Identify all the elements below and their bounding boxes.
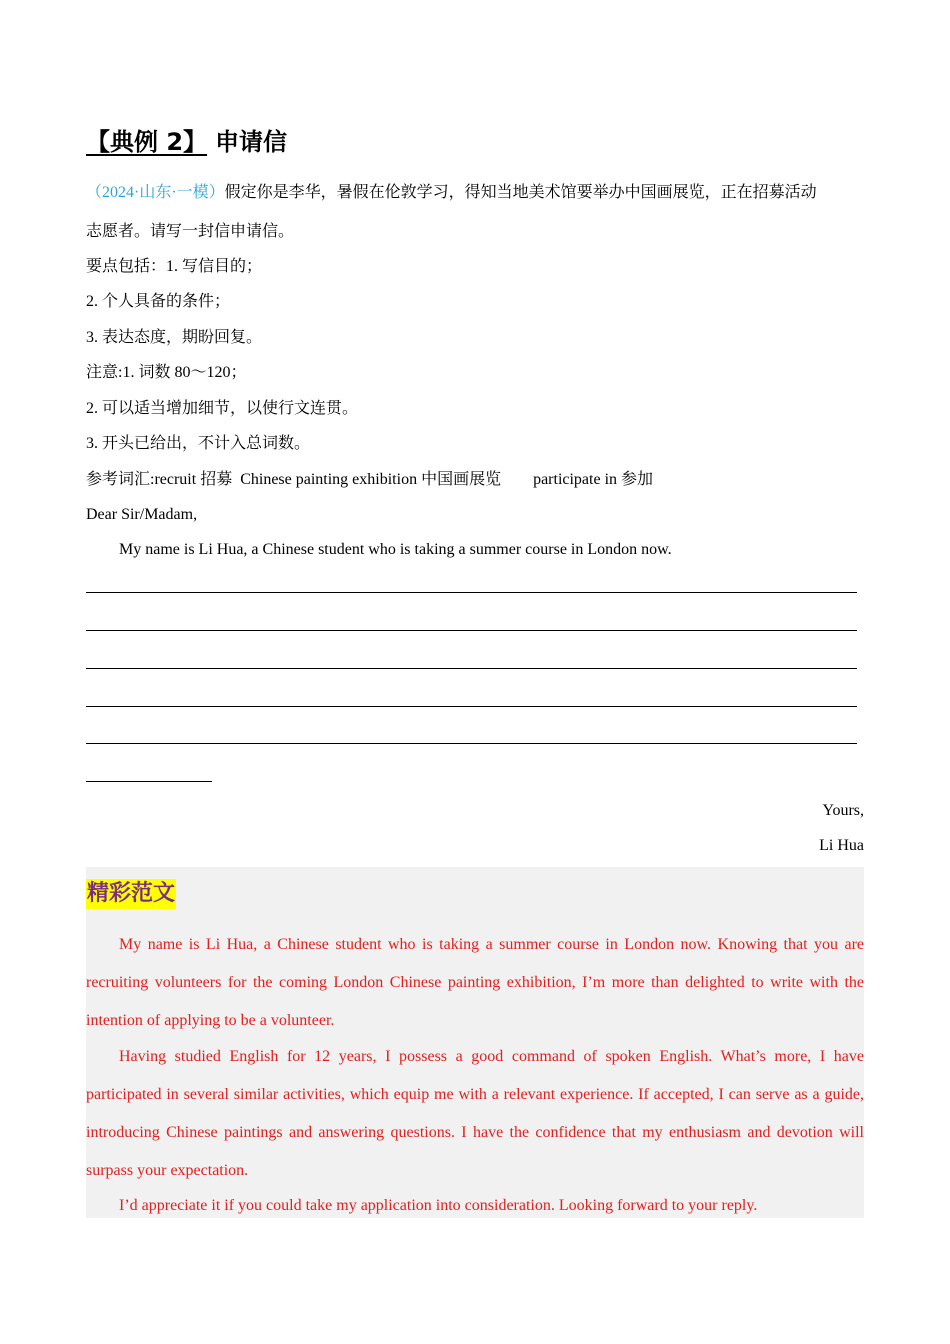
point-1: 要点包括：1. 写信目的；	[86, 258, 263, 275]
answer-line[interactable]	[86, 743, 857, 744]
note-3: 3. 开头已给出，不计入总词数。	[86, 435, 311, 452]
example-title: 申请信	[215, 128, 288, 156]
answer-line[interactable]	[86, 668, 857, 669]
sample-paragraph-2: Having studied English for 12 years, I possess a good command of spoken English. What’s more, I have participated in several similar activities, which equip me with a relevant experience. If accepted, I can serve as a guide, introducing Chinese paintings and answering questions. I have the confidence that my enthusiasm and devotion will surpass your expectation.	[86, 1048, 864, 1179]
example-tag: 【典例 2】	[86, 128, 208, 156]
letter-greeting: Dear Sir/Madam,	[86, 506, 198, 523]
note-1: 注意:1. 词数 80～120；	[86, 364, 247, 381]
letter-opening: My name is Li Hua, a Chinese student who is taking a summer course in London now.	[119, 541, 672, 558]
task-line-2: 志愿者。请写一封信申请信。	[86, 223, 295, 240]
letter-signature: Li Hua	[819, 837, 864, 854]
sample-title: 精彩范文	[86, 879, 176, 909]
letter-closing: Yours,	[822, 802, 864, 819]
sample-paragraph-1: My name is Li Hua, a Chinese student who is taking a summer course in London now. Knowing that you are recruiting volunteers for the coming London Chinese painting exhibition, I’m more than delighted to write with the intention of applying to be a volunteer.	[86, 936, 864, 1029]
note-2: 2. 可以适当增加细节，以使行文连贯。	[86, 400, 359, 417]
task-text-1: 假定你是李华，暑假在伦敦学习，得知当地美术馆要举办中国画展览，正在招募活动	[224, 184, 817, 201]
point-3: 3. 表达态度，期盼回复。	[86, 329, 263, 346]
task-source: （2024·山东·一模）	[86, 184, 225, 201]
answer-line[interactable]	[86, 592, 857, 593]
answer-line[interactable]	[86, 706, 857, 707]
sample-paragraph-3: I’d appreciate it if you could take my application into consideration. Looking forward to your reply.	[119, 1197, 758, 1214]
example-heading	[86, 122, 287, 157]
point-2: 2. 个人具备的条件；	[86, 293, 231, 310]
sample-essay-box	[86, 867, 864, 1218]
reference-vocab: 参考词汇:recruit 招募 Chinese painting exhibition 中国画展览 participate in 参加	[86, 471, 654, 488]
answer-line[interactable]	[86, 630, 857, 631]
task-line-1	[86, 183, 817, 203]
answer-line[interactable]	[86, 781, 212, 782]
